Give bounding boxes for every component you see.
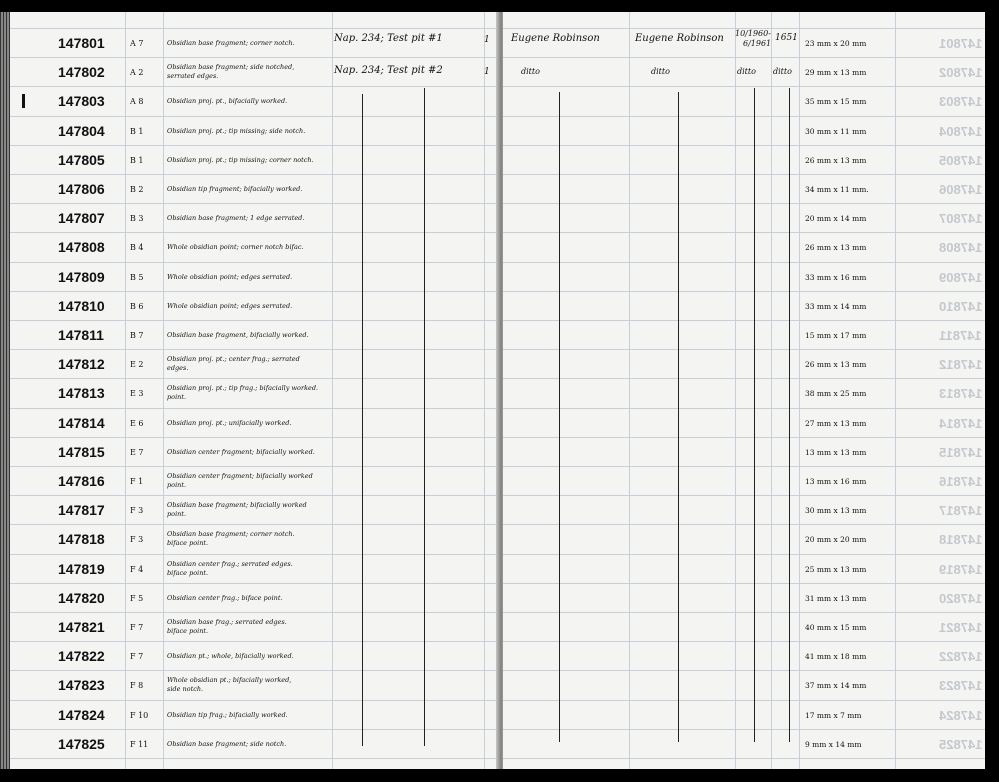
ruled-line [10,378,501,379]
artifact-size: 25 mm x 13 mm [805,565,867,574]
ruled-line [503,291,985,292]
ruled-line [10,583,501,584]
artifact-size: 20 mm x 14 mm [805,214,867,223]
unit-code: E 7 [130,448,144,457]
ruled-line [10,495,501,496]
artifact-description: Whole obsidian point; corner notch bifac. [167,243,304,251]
ditto-line [559,92,560,742]
ruled-line [10,262,501,263]
artifact-description: Obsidian proj. pt.; tip missing; side notch. [167,127,306,135]
artifact-description-cont: side notch. [167,685,204,693]
catalog-number: 147811 [58,327,104,343]
bleed-through-number: 147803 [939,94,983,109]
bleed-through-number: 147818 [939,532,983,547]
ruled-line [10,291,501,292]
ruled-line [10,232,501,233]
catalog-number: 147808 [58,239,105,255]
catalog-number: 147807 [58,210,105,226]
size-column-rule [895,12,896,769]
artifact-description: Obsidian tip frag.; bifacially worked. [167,711,288,719]
ruled-line [10,349,501,350]
bleed-through-number: 147813 [939,386,983,401]
artifact-size: 26 mm x 13 mm [805,360,867,369]
catalog-number: 147818 [58,531,105,547]
artifact-size: 33 mm x 16 mm [805,273,867,282]
artifact-size: 17 mm x 7 mm [805,711,862,720]
unit-code: B 6 [130,302,144,311]
catalog-number: 147822 [58,648,105,664]
ruled-line [503,612,985,613]
bleed-through-number: 147806 [939,182,983,197]
catalog-number: 147816 [58,473,105,489]
artifact-description: Obsidian base fragment; corner notch. [167,530,295,538]
bleed-through-number: 147824 [939,708,983,723]
artifact-description: Obsidian proj. pt.; unifacially worked. [167,419,292,427]
catalog-number: 147806 [58,181,105,197]
catalog-number: 147824 [58,707,105,723]
ruled-line [503,378,985,379]
bleed-through-number: 147816 [939,474,983,489]
ruled-line [503,320,985,321]
site-entry: Nap. 234; Test pit #1 [334,33,443,44]
catalog-number: 147809 [58,269,105,285]
artifact-size: 35 mm x 15 mm [805,97,867,106]
ruled-line [503,408,985,409]
artifact-description: Obsidian center frag.; biface point. [167,594,283,602]
bleed-through-number: 147815 [939,445,983,460]
catalog-number: 147820 [58,590,105,606]
accession-column-rule [799,12,800,769]
ruled-line [10,408,501,409]
unit-code: B 1 [130,156,144,165]
artifact-description: Obsidian center frag.; serrated edges. [167,560,293,568]
artifact-description: Obsidian center fragment; bifacially worked. [167,448,315,456]
ruled-line [10,700,501,701]
artifact-description-cont: biface point. [167,627,209,635]
catalog-number: 147804 [58,123,105,139]
artifact-description: Obsidian base fragment; corner notch. [167,39,295,47]
bleed-through-number: 147814 [939,416,983,431]
collector-column-rule [629,12,630,769]
catalog-number: 147813 [58,385,105,401]
artifact-size: 40 mm x 15 mm [805,623,867,632]
artifact-size: 30 mm x 13 mm [805,506,867,515]
artifact-size: 27 mm x 13 mm [805,419,867,428]
ditto-line [789,88,790,742]
ruled-line [503,145,985,146]
unit-code: E 6 [130,419,144,428]
ditto-line [362,94,363,746]
artifact-size: 41 mm x 18 mm [805,652,867,661]
ruled-line [10,554,501,555]
ledger-right-page [503,12,985,769]
ledger-left-page [10,12,501,769]
artifact-description: Obsidian base fragment, bifacially worked. [167,331,309,339]
page-tab-mark [22,94,25,108]
unit-column-rule [163,12,164,769]
unit-code: B 5 [130,273,144,282]
ruled-line [10,174,501,175]
ditto-mark: ditto [651,67,670,76]
bleed-through-number: 147811 [939,328,982,343]
ruled-line [503,203,985,204]
catalog-number: 147803 [58,93,105,109]
unit-code: F 11 [130,740,149,749]
catalog-number: 147812 [58,356,105,372]
ruled-line [10,612,501,613]
artifact-description-cont: point. [167,510,187,518]
catalog-number: 147819 [58,561,105,577]
artifact-description: Obsidian tip fragment; bifacially worked. [167,185,303,193]
catalog-number: 147801 [58,35,105,51]
ruled-line [10,466,501,467]
unit-code: F 5 [130,594,144,603]
artifact-size: 15 mm x 17 mm [805,331,867,340]
unit-code: B 2 [130,185,144,194]
bleed-through-number: 147822 [939,649,983,664]
unit-code: B 1 [130,127,144,136]
unit-code: F 4 [130,565,144,574]
artifact-size: 29 mm x 13 mm [805,68,867,77]
ditto-mark: ditto [521,67,540,76]
catalog-number: 147805 [58,152,105,168]
date-column-rule [771,12,772,769]
bleed-through-number: 147812 [939,357,983,372]
bleed-through-number: 147808 [939,240,983,255]
unit-code: B 3 [130,214,144,223]
artifact-description: Obsidian pt.; whole, bifacially worked. [167,652,294,660]
artifact-description: Whole obsidian pt.; bifacially worked, [167,676,292,684]
ruled-line [10,729,501,730]
unit-code: F 7 [130,623,144,632]
artifact-description: Obsidian base fragment; 1 edge serrated. [167,214,305,222]
ruled-line [503,57,985,58]
bleed-through-number: 147809 [939,270,983,285]
donor-entry: Eugene Robinson [635,33,724,44]
ruled-line [10,145,501,146]
artifact-description: Obsidian proj. pt., bifacially worked. [167,97,288,105]
accession-entry: 1651 [775,33,798,43]
unit-code: F 8 [130,681,144,690]
ruled-line [10,86,501,87]
artifact-size: 26 mm x 13 mm [805,156,867,165]
artifact-description-cont: point. [167,481,187,489]
artifact-description: Obsidian center fragment; bifacially worked [167,472,313,480]
unit-code: F 7 [130,652,144,661]
unit-code: F 3 [130,535,144,544]
unit-code: F 10 [130,711,149,720]
unit-code: A 7 [130,39,144,48]
catalog-column-rule [125,12,126,769]
artifact-size: 13 mm x 13 mm [805,448,867,457]
ruled-line [10,116,501,117]
ruled-line [10,203,501,204]
artifact-description-cont: biface point. [167,569,209,577]
ruled-line [503,174,985,175]
unit-code: A 8 [130,97,144,106]
bleed-through-number: 147823 [939,678,983,693]
ruled-line [10,320,501,321]
artifact-size: 30 mm x 11 mm [805,127,867,136]
ditto-line [678,92,679,742]
artifact-size: 13 mm x 16 mm [805,477,867,486]
artifact-size: 34 mm x 11 mm. [805,185,869,194]
site-column-rule [484,12,485,769]
bleed-through-number: 147817 [939,503,983,518]
artifact-description: Obsidian proj. pt.; tip missing; corner notch. [167,156,314,164]
bleed-through-number: 147804 [939,124,983,139]
quantity-entry: 1 [484,67,490,77]
ruled-line [503,262,985,263]
artifact-size: 9 mm x 14 mm [805,740,862,749]
ruled-line [503,349,985,350]
ruled-line [503,700,985,701]
bleed-through-number: 147801 [939,36,983,51]
bleed-through-number: 147825 [939,737,983,752]
artifact-size: 23 mm x 20 mm [805,39,867,48]
ditto-mark: ditto [737,67,756,76]
artifact-size: 33 mm x 14 mm [805,302,867,311]
ruled-line [503,86,985,87]
ruled-line [503,641,985,642]
unit-code: A 2 [130,68,144,77]
unit-code: E 3 [130,389,144,398]
artifact-size: 31 mm x 13 mm [805,594,867,603]
artifact-description: Whole obsidian point; edges serrated. [167,302,293,310]
ruled-line [10,758,501,759]
artifact-description: Obsidian base fragment; side notched, [167,63,295,71]
catalog-number: 147817 [58,502,105,518]
ruled-line [10,641,501,642]
ruled-line [503,116,985,117]
catalog-number: 147810 [58,298,105,314]
artifact-description: Obsidian base fragment; side notch. [167,740,287,748]
ruled-line [10,28,501,29]
donor-column-rule [735,12,736,769]
date-entry: 10/1960- [735,29,771,38]
bleed-through-number: 147807 [939,211,983,226]
artifact-description-cont: biface point. [167,539,209,547]
artifact-description-cont: serrated edges. [167,72,219,80]
ruled-line [10,670,501,671]
site-entry: Nap. 234; Test pit #2 [334,65,443,76]
catalog-number: 147825 [58,736,105,752]
ruled-line [503,670,985,671]
bleed-through-number: 147805 [939,153,983,168]
ruled-line [503,758,985,759]
unit-code: B 4 [130,243,144,252]
catalog-number: 147823 [58,677,105,693]
artifact-description-cont: edges. [167,364,189,372]
catalog-number: 147802 [58,64,105,80]
artifact-size: 26 mm x 13 mm [805,243,867,252]
ditto-line [754,88,755,742]
ruled-line [503,554,985,555]
ruled-line [503,437,985,438]
ruled-line [503,232,985,233]
ruled-line [10,524,501,525]
ruled-line [503,466,985,467]
bleed-through-number: 147820 [939,591,983,606]
unit-code: F 3 [130,506,144,515]
bleed-through-number: 147802 [939,65,983,80]
ruled-line [503,729,985,730]
unit-code: F 1 [130,477,144,486]
catalog-number: 147814 [58,415,105,431]
description-column-rule [332,12,333,769]
quantity-entry: 1 [484,35,490,45]
artifact-description: Whole obsidian point; edges serrated. [167,273,293,281]
ruled-line [10,57,501,58]
ruled-line [503,583,985,584]
artifact-size: 20 mm x 20 mm [805,535,867,544]
artifact-description: Obsidian proj. pt.; tip frag.; bifacially worked. [167,384,319,392]
artifact-description: Obsidian proj. pt.; center frag.; serrated [167,355,300,363]
unit-code: E 2 [130,360,144,369]
ruled-line [503,524,985,525]
ruled-line [10,437,501,438]
bleed-through-number: 147819 [939,562,983,577]
artifact-description: Obsidian base frag.; serrated edges. [167,618,287,626]
catalog-number: 147815 [58,444,105,460]
ditto-mark: ditto [773,67,792,76]
bleed-through-number: 147810 [939,299,983,314]
catalog-number: 147821 [58,619,105,635]
ditto-line [424,88,425,746]
unit-code: B 7 [130,331,144,340]
collector-entry: Eugene Robinson [511,33,600,44]
ruled-line [503,495,985,496]
bleed-through-number: 147821 [939,620,983,635]
artifact-description-cont: point. [167,393,187,401]
artifact-size: 38 mm x 25 mm [805,389,867,398]
date-entry: 6/1961 [743,39,772,48]
artifact-size: 37 mm x 14 mm [805,681,867,690]
artifact-description: Obsidian base fragment; bifacially worked [167,501,307,509]
